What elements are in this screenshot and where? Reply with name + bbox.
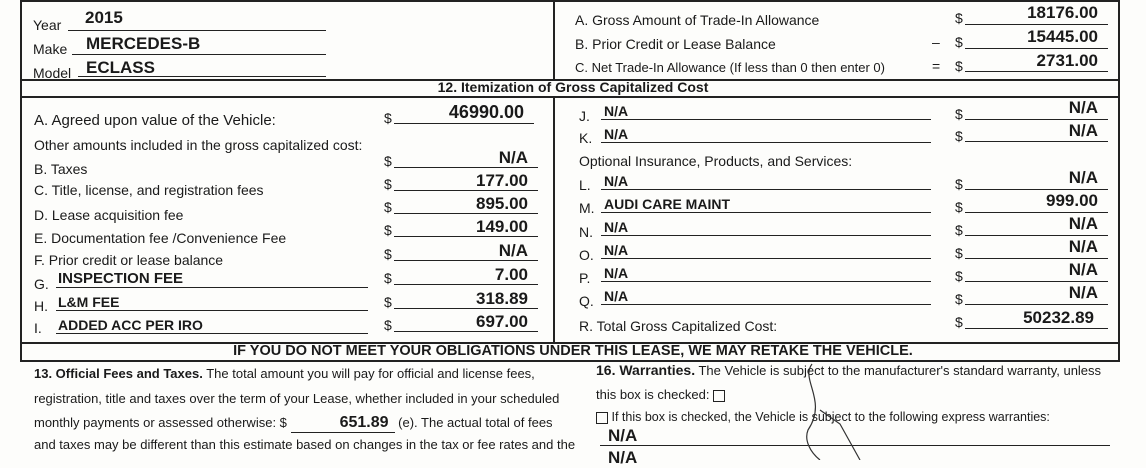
item-q-label-field[interactable] [601,304,931,305]
item-r-value: 50232.89 [1023,308,1094,327]
item-h-prefix: H. [34,298,48,314]
section13-line2: registration, title and taxes over the term of your Lease, whether included in your scheduled [34,391,560,406]
make-field[interactable] [72,54,326,55]
item-b-value: N/A [498,148,528,167]
section12-title: 12. Itemization of Gross Capitalized Cost [437,79,709,95]
section13-line1 [34,366,535,381]
item-f-currency: $ [384,246,392,262]
item-r-label: R. Total Gross Capitalized Cost: [579,318,778,334]
item-q-field[interactable] [965,304,1108,305]
item-j-value: N/A [1068,98,1098,117]
item-j-prefix: J. [579,108,590,124]
left-border [20,0,22,362]
section13-line3 [34,414,553,433]
trade-in-a-label: A. Gross Amount of Trade-In Allowance [575,12,820,28]
trade-in-c-value: 2731.00 [1036,51,1098,70]
retake-warning: IF YOU DO NOT MEET YOUR OBLIGATIONS UNDER THIS LEASE, WE MAY RETAKE THE VEHICLE. [233,343,913,359]
item-k-currency: $ [955,128,963,144]
trade-in-c-field[interactable] [965,71,1108,72]
item-g-prefix: G. [34,276,49,292]
trade-in-c-currency: $ [955,58,963,74]
item-m-currency: $ [955,199,963,215]
item-q-currency: $ [955,291,963,307]
item-k-field[interactable] [965,141,1108,142]
trade-in-c-equals: = [932,58,941,74]
section16-text3: If this box is checked, the Vehicle is subject to the following express warranties: [611,410,1050,424]
item-f-value: N/A [498,241,528,260]
item-h-value: 318.89 [476,289,528,308]
item-g-label-field[interactable] [56,287,368,288]
item-l-label: N/A [604,173,629,189]
item-m-field[interactable] [965,212,1108,213]
item-o-label: N/A [604,242,629,258]
item-e-currency: $ [384,222,392,238]
item-i-label-field[interactable] [56,333,368,334]
model-value: ECLASS [86,58,155,77]
item-q-prefix: Q. [579,293,594,309]
trade-in-a-field[interactable] [965,24,1108,25]
item-f-label: F. Prior credit or lease balance [34,252,224,268]
item-c-value: 177.00 [476,171,528,190]
item-a-value: 46990.00 [448,102,524,122]
trade-in-b-field[interactable] [965,48,1108,49]
item-n-label: N/A [604,219,629,235]
warranty-2-value: N/A [608,448,638,467]
item-o-field[interactable] [965,258,1108,259]
optional-products-label: Optional Insurance, Products, and Services: [579,153,853,169]
item-q-label: N/A [604,288,629,304]
item-j-label-field[interactable] [601,119,931,120]
section16-title: 16. Warranties. [596,362,696,378]
item-m-value: 999.00 [1046,191,1098,210]
section13-line4: and taxes may be different than this estimate based on changes in the tax or fee rates and the [34,437,576,452]
section12-title-rule [20,96,1120,98]
top-border [20,0,1120,2]
item-d-currency: $ [384,199,392,215]
make-value: MERCEDES-B [86,34,201,53]
item-i-value: 697.00 [476,312,528,331]
item-l-currency: $ [955,176,963,192]
item-k-prefix: K. [579,130,593,146]
item-b-label: B. Taxes [34,161,88,177]
express-warranty-checkbox[interactable] [596,412,608,424]
item-h-label: L&M FEE [58,294,120,310]
right-border [1118,0,1120,362]
section13-text3a: monthly payments or assessed otherwise: $ [34,415,287,430]
item-l-label-field[interactable] [601,189,931,190]
item-l-field[interactable] [965,189,1108,190]
item-g-value: 7.00 [494,265,528,284]
item-j-label: N/A [604,103,629,119]
trade-in-b-minus: – [932,34,940,50]
item-n-field[interactable] [965,235,1108,236]
make-label: Make [33,41,68,57]
item-k-label-field[interactable] [601,142,931,143]
other-amounts-label: Other amounts included in the gross capitalized cost: [34,137,363,153]
section16-text2: this box is checked: [596,387,710,402]
item-l-value: N/A [1068,168,1098,187]
section13-title: 13. Official Fees and Taxes. [34,366,203,381]
item-n-value: N/A [1068,214,1098,233]
trade-in-c-label: C. Net Trade-In Allowance (If less than 0 then enter 0) [575,60,885,75]
item-n-prefix: N. [579,224,593,240]
item-p-currency: $ [955,268,963,284]
item-d-label: D. Lease acquisition fee [34,207,184,223]
item-a-currency: $ [384,110,392,126]
item-l-prefix: L. [579,177,591,193]
item-j-currency: $ [955,106,963,122]
item-p-prefix: P. [579,270,591,286]
item-h-currency: $ [384,294,392,310]
column-divider [553,96,555,343]
year-value: 2015 [85,8,123,27]
trade-in-a-value: 18176.00 [1027,3,1098,22]
pen-stroke [780,360,900,460]
item-g-currency: $ [384,270,392,286]
item-n-currency: $ [955,222,963,238]
item-k-value: N/A [1068,121,1098,140]
item-i-prefix: I. [34,320,42,336]
item-n-label-field[interactable] [601,235,931,236]
item-o-prefix: O. [579,247,594,263]
item-o-label-field[interactable] [601,258,931,259]
item-a-label: A. Agreed upon value of the Vehicle: [34,112,276,129]
trade-in-b-currency: $ [955,34,963,50]
no-warranty-checkbox[interactable] [713,390,725,402]
item-a-field[interactable] [394,123,534,124]
item-o-currency: $ [955,245,963,261]
item-p-value: N/A [1068,260,1098,279]
item-j-field[interactable] [965,119,1108,120]
item-i-label: ADDED ACC PER IRO [58,317,203,333]
section13-amount: 651.89 [339,414,389,431]
vehicle-divider [553,0,555,80]
year-field[interactable] [68,30,326,31]
trade-in-b-label: B. Prior Credit or Lease Balance [575,36,776,52]
warranty-1-value: N/A [608,426,638,445]
item-e-label: E. Documentation fee /Convenience Fee [34,230,287,246]
section13-text3b: (e). The actual total of fees [398,415,553,430]
trade-in-b-value: 15445.00 [1027,27,1098,46]
item-o-value: N/A [1068,237,1098,256]
item-e-value: 149.00 [476,217,528,236]
section16-line2 [596,387,725,402]
item-m-label: AUDI CARE MAINT [604,196,730,212]
item-p-label: N/A [604,265,629,281]
item-q-value: N/A [1068,283,1098,302]
item-p-label-field[interactable] [601,281,931,282]
item-m-label-field[interactable] [601,212,931,213]
item-c-currency: $ [384,176,392,192]
item-m-prefix: M. [579,200,595,216]
item-r-field[interactable] [965,328,1108,329]
item-r-currency: $ [955,314,963,330]
section13-text1: The total amount you will pay for official and license fees, [206,366,535,381]
item-k-label: N/A [604,126,629,142]
model-label: Model [33,65,72,81]
trade-in-a-currency: $ [955,10,963,26]
section16-text1: The Vehicle is subject to the manufacturer's standard warranty, unless [698,363,1102,378]
item-p-field[interactable] [965,281,1108,282]
item-h-label-field[interactable] [56,310,368,311]
section13-amount-field[interactable] [291,414,395,433]
year-label: Year [33,17,62,33]
item-i-currency: $ [384,317,392,333]
item-b-currency: $ [384,153,392,169]
item-d-value: 895.00 [476,194,528,213]
item-c-label: C. Title, license, and registration fees [34,182,264,198]
item-g-label: INSPECTION FEE [58,270,184,287]
